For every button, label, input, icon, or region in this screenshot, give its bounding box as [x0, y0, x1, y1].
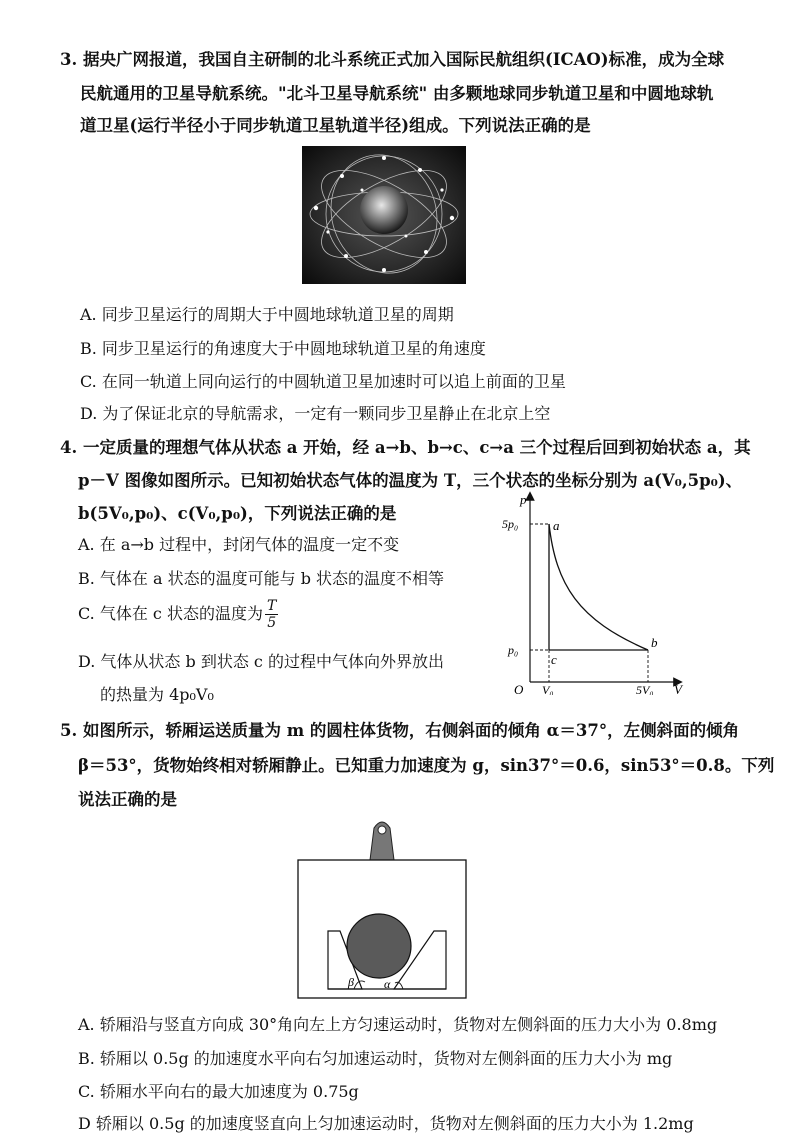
alpha-label: α	[384, 977, 391, 991]
p-axis-label: p	[520, 492, 527, 507]
q4-option-a: A. 在 a→b 过程中，封闭气体的温度一定不变	[78, 535, 400, 554]
point-a-label: a	[553, 518, 560, 533]
fraction-denominator: 5	[267, 615, 277, 631]
tick-5p0: 5p₀	[502, 517, 519, 531]
fraction-numerator: T	[266, 598, 277, 614]
q3-stem-line-3: 道卫星(运行半径小于同步轨道卫星轨道半径)组成。下列说法正确的是	[80, 116, 591, 135]
q4-option-d-line-1: D. 气体从状态 b 到状态 c 的过程中气体向外界放出	[78, 652, 444, 671]
pv-graph	[500, 490, 685, 695]
q5-option-c: C. 轿厢水平向右的最大加速度为 0.75g	[78, 1082, 359, 1101]
hook-hole	[378, 826, 386, 834]
q5-stem-line-3: 说法正确的是	[78, 790, 177, 809]
isotherm-a-to-b	[549, 524, 648, 650]
q5-stem-line-1: 5. 如图所示，轿厢运送质量为 m 的圆柱体货物，右侧斜面的倾角 α＝37°，左侧斜面的倾角	[60, 721, 740, 740]
q3-stem-line-2: 民航通用的卫星导航系统。"北斗卫星导航系统" 由多颗地球同步轨道卫星和中圆地球轨	[80, 84, 714, 103]
q3-stem-line-1: 3. 据央广网报道，我国自主研制的北斗系统正式加入国际民航组织(ICAO)标准，成为全球	[60, 50, 725, 69]
q4-option-c	[78, 598, 278, 631]
v-axis-label: V	[674, 682, 682, 695]
cylinder-cargo	[347, 914, 411, 978]
cabin-figure	[296, 818, 468, 1000]
tick-5v0: 5V₀	[636, 683, 654, 695]
q5-option-a: A. 轿厢沿与竖直方向成 30°角向左上方匀速运动时，货物对左侧斜面的压力大小为 0.8mg	[78, 1015, 718, 1034]
q3-option-b: B. 同步卫星运行的角速度大于中圆地球轨道卫星的角速度	[80, 339, 486, 358]
origin-label: O	[514, 682, 524, 695]
q5-stem-line-2: β＝53°，货物始终相对轿厢静止。已知重力加速度为 g，sin37°＝0.6，sin53°＝0.8。下列	[78, 756, 775, 775]
q4-option-c-text: C. 气体在 c 状态的温度为	[78, 604, 263, 623]
q4-stem-line-3: b(5V₀,p₀)、c(V₀,p₀)，下列说法正确的是	[78, 504, 397, 523]
q5-option-d: D 轿厢以 0.5g 的加速度竖直向上匀加速运动时，货物对左侧斜面的压力大小为 1.2mg	[78, 1114, 694, 1133]
q4-stem-line-1: 4. 一定质量的理想气体从状态 a 开始，经 a→b、b→c、c→a 三个过程后回到初始状态 a，其	[60, 438, 751, 457]
q3-option-c: C. 在同一轨道上同向运行的中圆轨道卫星加速时可以追上前面的卫星	[80, 372, 566, 391]
point-b-label: b	[651, 635, 658, 650]
q5-option-b: B. 轿厢以 0.5g 的加速度水平向右匀加速运动时，货物对左侧斜面的压力大小为 mg	[78, 1049, 673, 1068]
beta-label: β	[348, 975, 354, 989]
q4-option-b: B. 气体在 a 状态的温度可能与 b 状态的温度不相等	[78, 569, 445, 588]
point-c-label: c	[551, 652, 557, 667]
q4-option-d-line-2: 的热量为 4p₀V₀	[100, 685, 214, 704]
fraction-t-over-5	[265, 598, 278, 631]
tick-v0: V₀	[542, 683, 554, 695]
tick-p0: p₀	[508, 643, 519, 657]
q4-stem-line-2: p－V 图像如图所示。已知初始状态气体的温度为 T，三个状态的坐标分别为 a(V₀,5p₀)、	[78, 471, 743, 490]
beidou-satellite-image	[302, 146, 466, 284]
q3-option-a: A. 同步卫星运行的周期大于中圆地球轨道卫星的周期	[80, 305, 454, 324]
q3-option-d: D. 为了保证北京的导航需求，一定有一颗同步卫星静止在北京上空	[80, 404, 551, 423]
